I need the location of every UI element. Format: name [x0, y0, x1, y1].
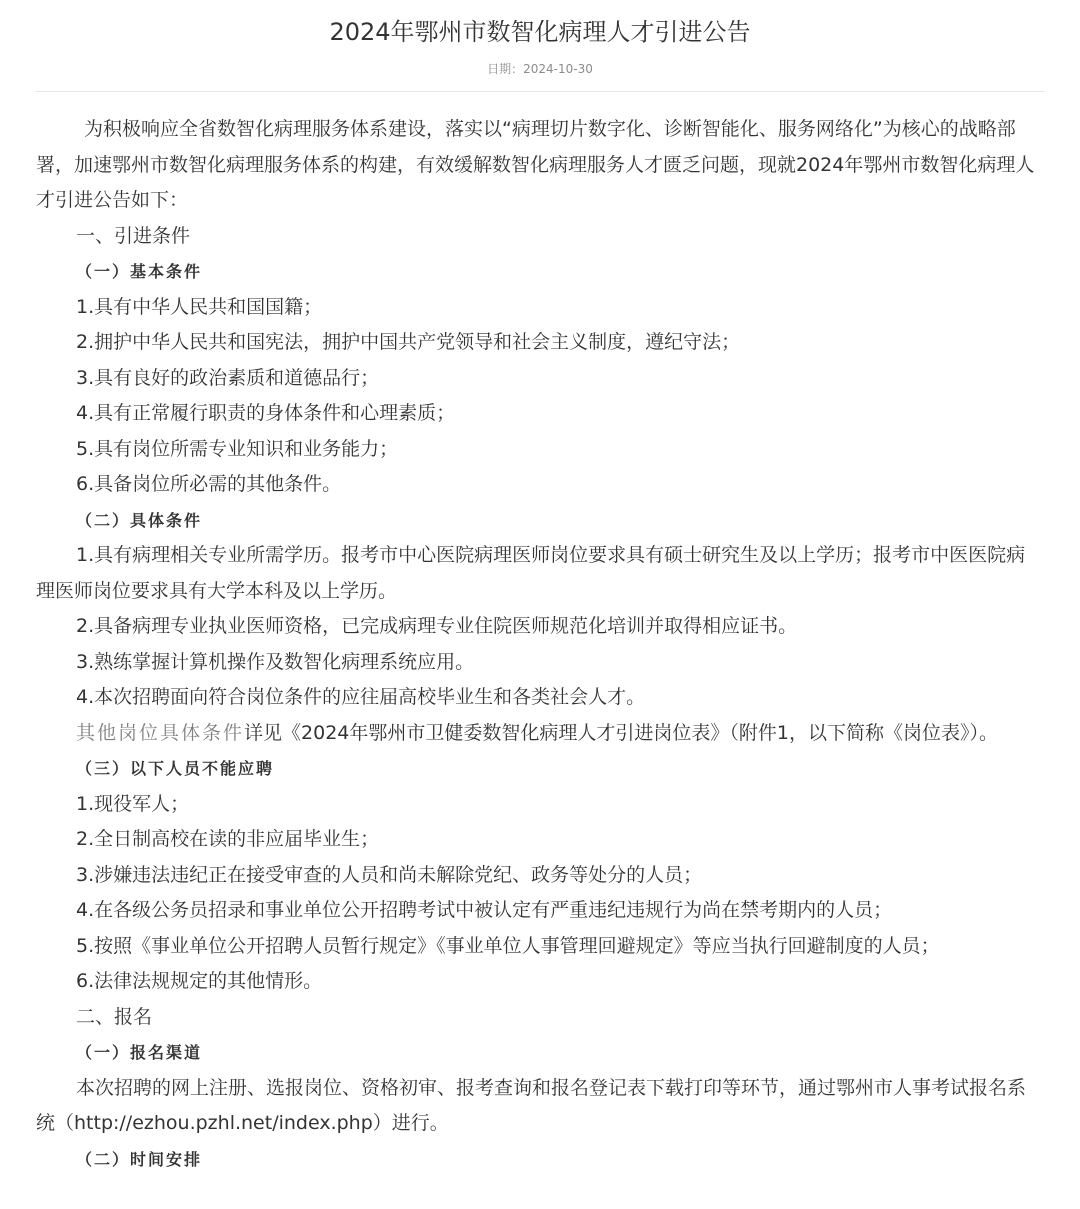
- subheading-excluded-persons: （三）以下人员不能应聘: [76, 759, 275, 778]
- specific-condition-item: 1.具有病理相关专业所需学历。报考市中心医院病理医师岗位要求具有硕士研究生及以上学历；报考市中医医院病理医师岗位要求具有大学本科及以上学历。: [36, 544, 1026, 602]
- excluded-item: 4.在各级公务员招录和事业单位公开招聘考试中被认定有严重违纪违规行为尚在禁考期内的人员；: [76, 899, 893, 921]
- other-conditions-prefix: 其他岗位具体条件: [76, 721, 245, 744]
- excluded-item: 6.法律法规规定的其他情形。: [76, 970, 323, 992]
- subheading-basic-conditions: （一）基本条件: [76, 262, 203, 281]
- excluded-item: 2.全日制高校在读的非应届毕业生；: [76, 828, 380, 850]
- subheading-specific-conditions: （二）具体条件: [76, 510, 203, 530]
- basic-condition-item: 3.具有良好的政治素质和道德品行；: [76, 366, 380, 389]
- excluded-item: 3.涉嫌违法违纪正在接受审查的人员和尚未解除党纪、政务等处分的人员；: [76, 863, 703, 886]
- specific-condition-item: 3.熟练掌握计算机操作及数智化病理系统应用。: [76, 650, 475, 673]
- specific-condition-item: 2.具备病理专业执业医师资格，已完成病理专业住院医师规范化培训并取得相应证书。: [76, 615, 798, 637]
- specific-condition-item: 4.本次招聘面向符合岗位条件的应往届高校毕业生和各类社会人才。: [76, 686, 646, 708]
- publish-date: [36, 60, 1044, 78]
- page-title: 2024年鄂州市数智化病理人才引进公告: [329, 18, 751, 46]
- other-conditions-paragraph: [36, 716, 1044, 752]
- subheading-registration-channel: （一）报名渠道: [76, 1043, 203, 1062]
- section-heading-conditions: 一、引进条件: [76, 224, 191, 247]
- date-value: 2024-10-30: [523, 62, 593, 76]
- basic-condition-item: 1.具有中华人民共和国国籍；: [76, 295, 323, 318]
- section-heading-registration: 二、报名: [76, 1005, 153, 1028]
- subheading-schedule: （二）时间安排: [76, 1149, 203, 1169]
- basic-condition-item: 5.具有岗位所需专业知识和业务能力；: [76, 437, 399, 460]
- basic-condition-item: 2.拥护中华人民共和国宪法，拥护中国共产党领导和社会主义制度，遵纪守法；: [76, 331, 741, 353]
- intro-paragraph: 为积极响应全省数智化病理服务体系建设，落实以“病理切片数字化、诊断智能化、服务网络化”为核心的战略部署，加速鄂州市数智化病理服务体系的构建，有效缓解数智化病理服务人才匮乏问题，现就2024年鄂州市数智化病理人才引进公告如下：: [36, 118, 1035, 211]
- excluded-item: 1.现役军人；: [76, 792, 190, 815]
- registration-channel-text: 本次招聘的网上注册、选报岗位、资格初审、报考查询和报名登记表下载打印等环节，通过鄂州市人事考试报名系统（http://ezhou.pzhl.net/index.php）进行。: [36, 1076, 1027, 1134]
- article-header: [36, 14, 1044, 78]
- header-divider: [36, 91, 1044, 92]
- basic-condition-item: 6.具备岗位所必需的其他条件。: [76, 473, 342, 495]
- other-conditions-text: 详见《2024年鄂州市卫健委数智化病理人才引进岗位表》（附件1，以下简称《岗位表》）。: [244, 721, 998, 744]
- article-body: [36, 112, 1044, 1177]
- date-label: 日期：: [487, 62, 524, 76]
- excluded-item: 5.按照《事业单位公开招聘人员暂行规定》《事业单位人事管理回避规定》等应当执行回避制度的人员；: [76, 934, 940, 957]
- basic-condition-item: 4.具有正常履行职责的身体条件和心理素质；: [76, 402, 456, 424]
